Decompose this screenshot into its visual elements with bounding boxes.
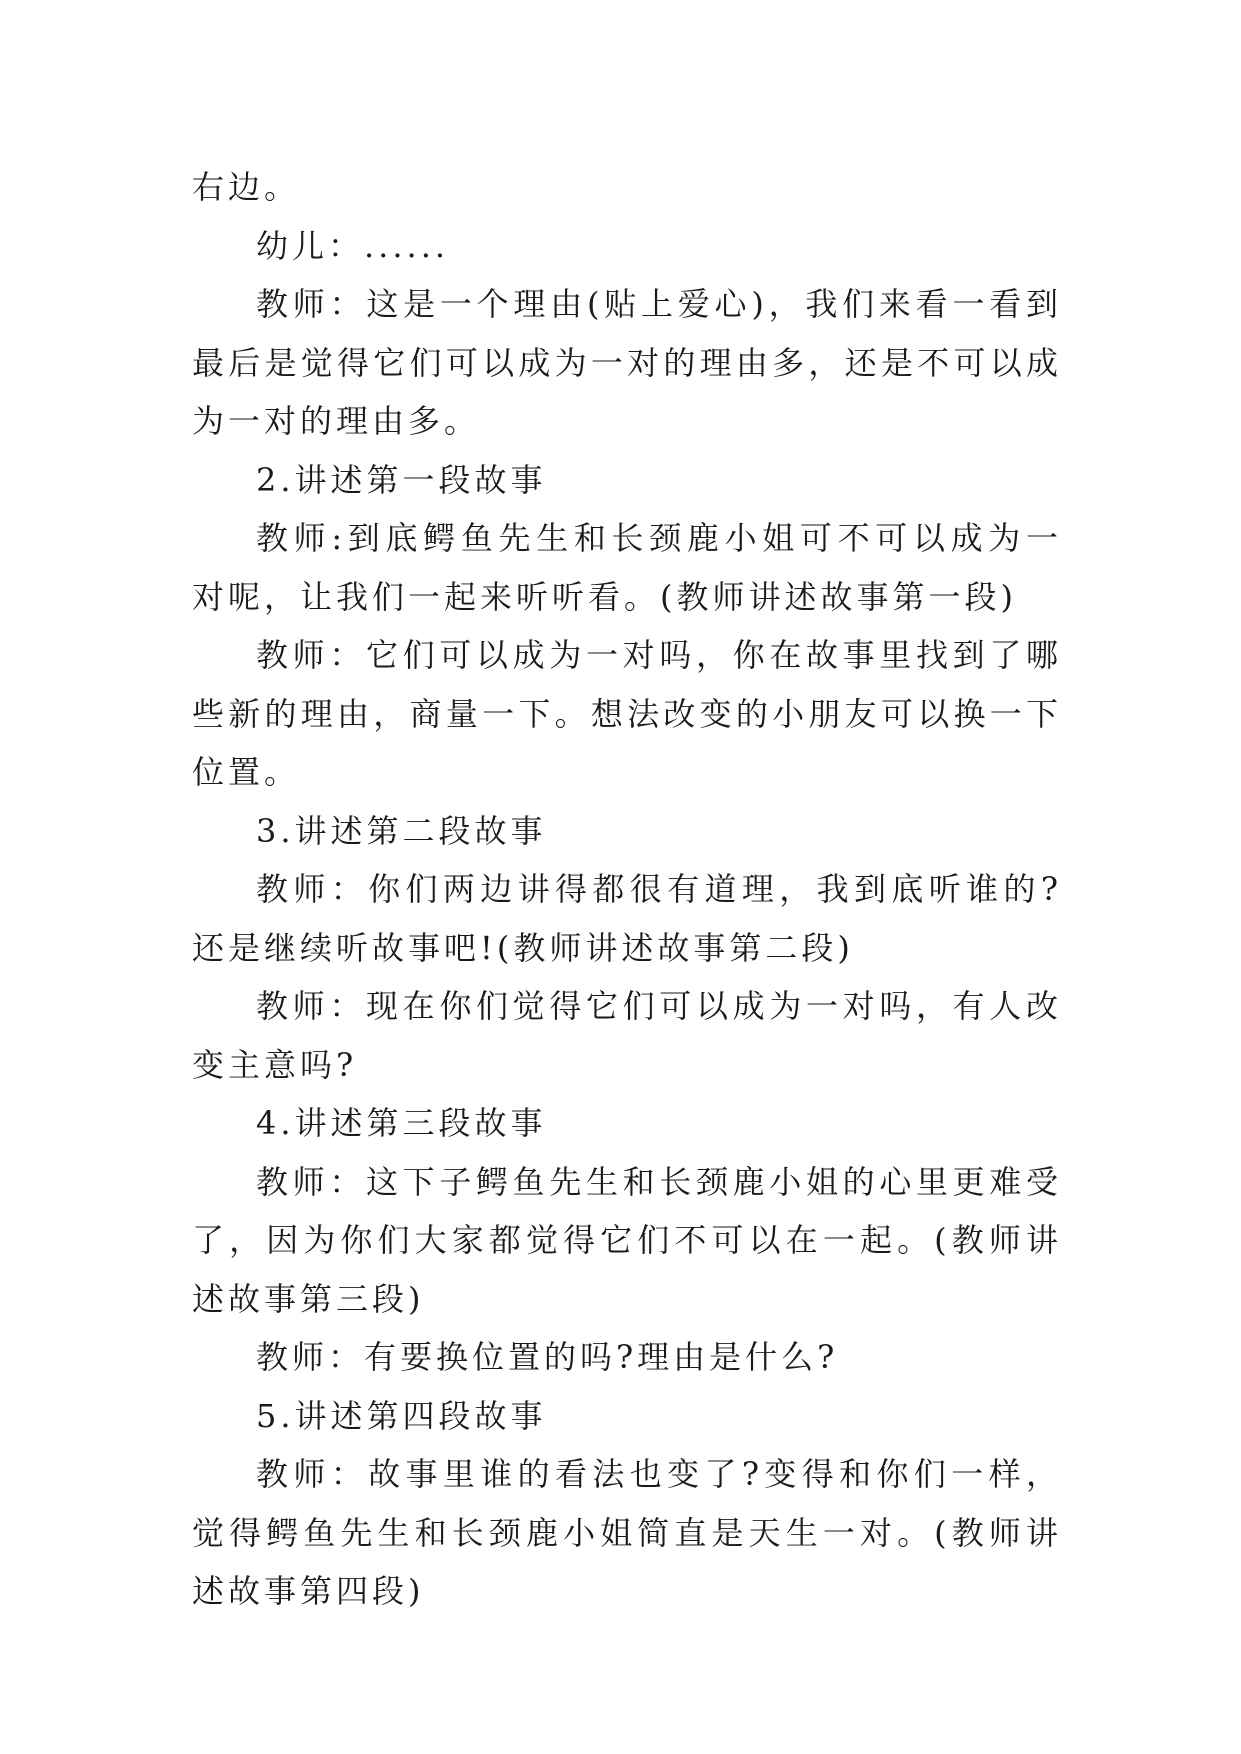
paragraph: 教师：现在你们觉得它们可以成为一对吗，有人改变主意吗? [192, 987, 1062, 1084]
section-heading: 2.讲述第一段故事 [256, 460, 547, 499]
paragraph: 教师：它们可以成为一对吗，你在故事里找到了哪些新的理由，商量一下。想法改变的小朋友可以换一下位置。 [192, 636, 1062, 791]
section-heading: 4.讲述第三段故事 [256, 1104, 547, 1142]
section-heading: 5.讲述第四段故事 [256, 1396, 547, 1435]
paragraph: 教师：这下子鳄鱼先生和长颈鹿小姐的心里更难受了，因为你们大家都觉得它们不可以在一起。(教师讲述故事第三段) [192, 1162, 1062, 1318]
section-heading: 3.讲述第二段故事 [256, 811, 547, 850]
paragraph: 教师：有要换位置的吗?理由是什么? [256, 1338, 839, 1376]
paragraph: 幼儿：...... [256, 226, 450, 265]
document-page [192, 158, 1062, 1621]
paragraph: 右边。 [192, 168, 301, 206]
paragraph: 教师：故事里谁的看法也变了?变得和你们一样，觉得鳄鱼先生和长颈鹿小姐简直是天生一对。(教师讲述故事第四段) [192, 1455, 1062, 1610]
paragraph: 教师：这是一个理由(贴上爱心)，我们来看一看到最后是觉得它们可以成为一对的理由多，还是不可以成为一对的理由多。 [192, 285, 1062, 440]
paragraph: 教师:到底鳄鱼先生和长颈鹿小姐可不可以成为一对呢，让我们一起来听听看。(教师讲述故事第一段) [192, 519, 1062, 616]
paragraph: 教师：你们两边讲得都很有道理，我到底听谁的?还是继续听故事吧!(教师讲述故事第二段) [192, 870, 1062, 967]
